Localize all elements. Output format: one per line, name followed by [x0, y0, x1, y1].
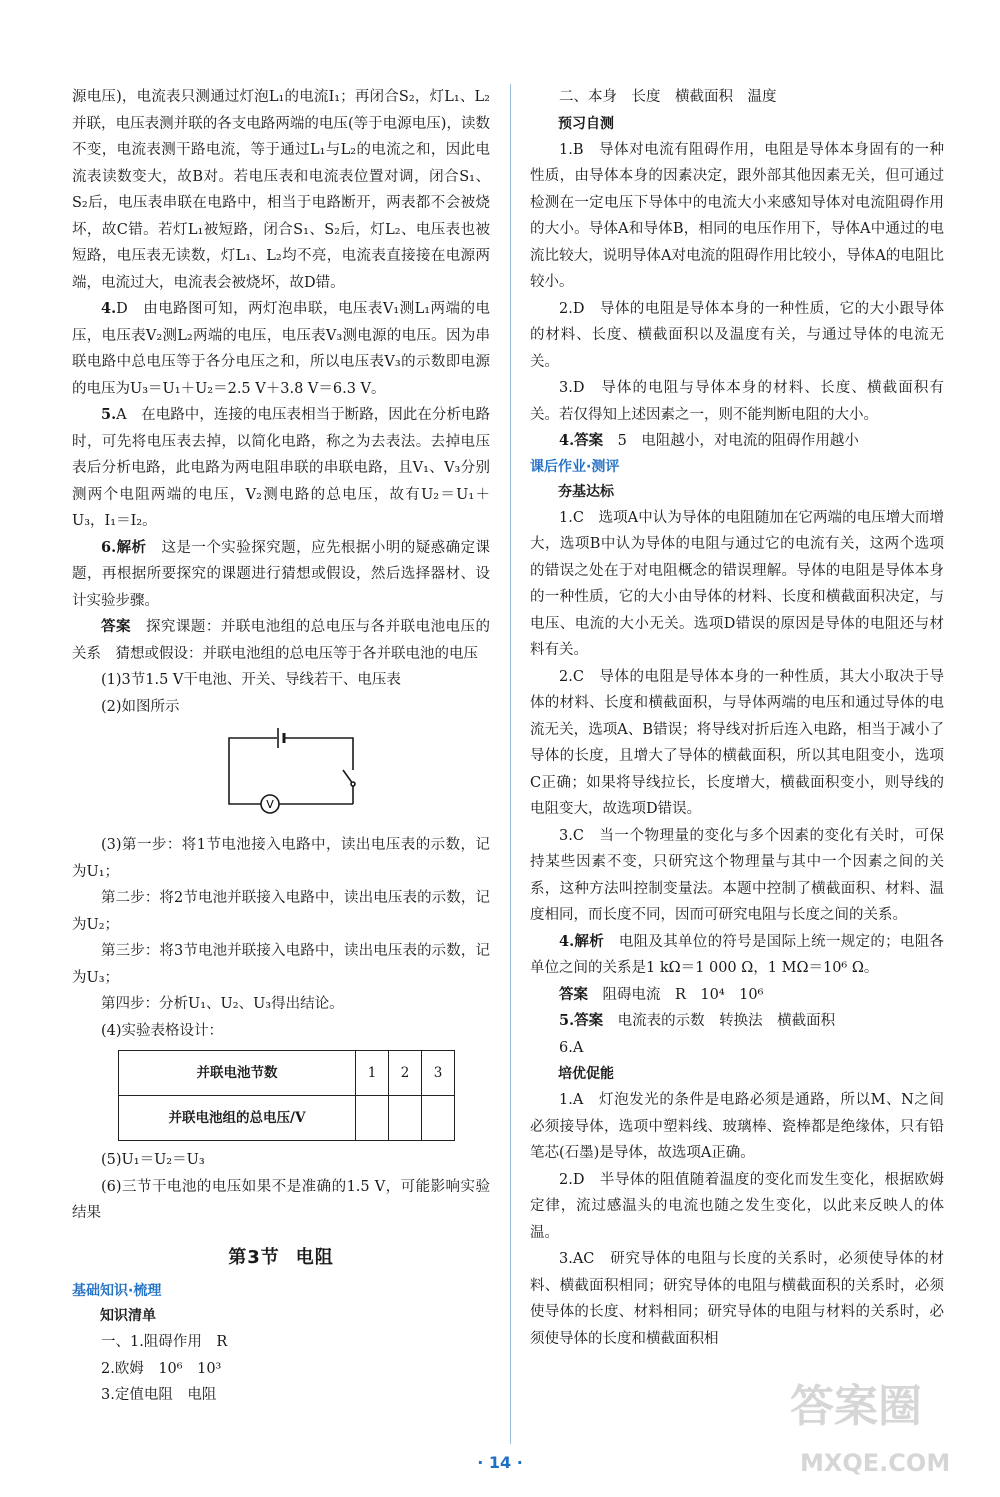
section-title: [72, 1245, 490, 1272]
page-number: · 14 ·: [477, 1453, 523, 1472]
homework-4-answer: [530, 982, 944, 1009]
switch-contact: [351, 782, 355, 786]
circuit-wire-left: [229, 738, 277, 804]
column-divider: [510, 84, 511, 1444]
answer-4-text: D 由电路图可知，两灯泡串联，电压表V₁测L₁两端的电压，电压表V₂测L₂两端的电压，电压表V₃测电源的电压。因为串联电路中总电压等于各分电压之和，所以电压表V₃的示数即电源的电压为U₃＝U₁＋U₂＝2.5 V＋3.8 V＝6.3 V。: [72, 301, 490, 397]
paragraph-continued: 源电压)，电流表只测通过灯泡L₁的电流I₁；再闭合S₂，灯L₁、L₂并联，电压表测并联的各支电路两端的电压(等于电源电压)，读数不变，电流表测干路电流，等于通过L₁与L₂的电流之和，因此电流表读数变大，故B对。若电压表和电流表位置对调，闭合S₁、S₂后，电压表串联在电路中，相当于电路断开，两表都不会被烧坏，故C错。若灯L₁被短路，闭合S₁、S₂后，灯L₂、电压表也被短路，电压表无读数，灯L₁、L₂均不亮，电流表直接接在电源两端，电流过大，电流表会被烧坏，故D错。: [72, 89, 490, 291]
answer-6-text: 这是一个实验探究题，应先根据小明的疑惑确定课题，再根据所要探究的课题进行猜想或假设，然后选择器材、设计实验步骤。: [72, 539, 491, 609]
knowledge-list-heading: 知识清单: [100, 1308, 156, 1324]
homework-4-answer-text: 阻碍电流 R 10⁴ 10⁶: [602, 986, 764, 1003]
step-5: (5)U₁＝U₂＝U₃: [101, 1152, 205, 1168]
table-header-total-voltage: 并联电池组的总电压/V: [119, 1096, 356, 1141]
table-header-battery-count: 并联电池节数: [119, 1051, 356, 1096]
section-title-name: 电阻: [295, 1246, 334, 1268]
homework-4-head: 4.解析: [559, 932, 605, 950]
preview-3: 3.D 导体的电阻与导体本身的材料、长度、横截面积有关。若仅得知上述因素之一，则不能判断电阻的大小。: [530, 380, 944, 423]
step-3b: 第二步：将2节电池并联接入电路中，读出电压表的示数，记为U₂；: [72, 890, 490, 933]
circuit-diagram: [227, 726, 357, 822]
step-3d: 第四步：分析U₁、U₂、U₃得出结论。: [101, 996, 344, 1012]
homework-2: 2.C 导体的电阻是导体本身的一种性质，其大小取决于导体的材料、长度和横截面积，与导体两端的电压和通过导体的电流无关，选项A、B错误；将导线对折后连入电路，相当于减小了导体的长度，且增大了导体的横截面积，所以其电阻变小，选项C正确；如果将导线拉长，长度增大，横截面积变小，则导线的电阻变大，故选项D错误。: [530, 668, 944, 817]
watermark-logo: 答案圈: [790, 1381, 922, 1432]
voltmeter-label: V: [266, 798, 274, 811]
answer-4: [72, 296, 490, 402]
table-cell: [389, 1096, 422, 1141]
answer-5: [72, 402, 490, 535]
homework-heading: 课后作业·测评: [530, 458, 620, 475]
homework-6: 6.A: [559, 1039, 584, 1056]
watermark-url: MXQE.COM: [800, 1449, 951, 1477]
answer-6-answer-text: 探究课题：并联电池组的总电压与各并联电池电压的关系 猜想或假设：并联电池组的总电压等于各并联电池的电压: [72, 619, 491, 662]
homework-4: [530, 929, 944, 982]
knowledge-3: 3.定值电阻 电阻: [101, 1387, 217, 1403]
homework-5-text: 电流表的示数 转换法 横截面积: [617, 1013, 836, 1029]
improve-heading: 培优促能: [558, 1066, 614, 1082]
base-heading: 夯基达标: [558, 483, 614, 500]
improve-2: 2.D 半导体的阻值随着温度的变化而发生变化，根据欧姆定律，流过感温头的电流也随之发生变化，以此来反映人的体温。: [530, 1171, 944, 1241]
answer-4-num: 4.: [101, 300, 117, 317]
table-col-1: 1: [356, 1051, 389, 1096]
preview-2: 2.D 导体的电阻是导体本身的一种性质，它的大小跟导体的材料、长度、横截面积以及温度有关，与通过导体的电流无关。: [530, 300, 944, 370]
homework-3: 3.C 当一个物理量的变化与多个因素的变化有关时，可保持某些因素不变，只研究这个物理量与其中一个因素之间的关系，这种方法叫控制变量法。本题中控制了横截面积、材料、温度相同，而长度不同，因而可研究电阻与长度之间的关系。: [530, 827, 944, 923]
homework-1: 1.C 选项A中认为导体的电阻随加在它两端的电压增大而增大，选项B中认为导体的电阻与通过它的电流有关，这两个选项的错误之处在于对电阻概念的错误理解。导体的电阻是导体本身的一种性质，它的大小由导体的材料、长度和横截面积决定，与电压、电流的大小无关。选项D错误的原因是导体的电阻还与材料有关。: [530, 509, 944, 658]
preview-heading: 预习自测: [558, 115, 614, 132]
homework-5-head: 5.答案: [559, 1012, 604, 1029]
answer-label: 答案: [559, 985, 588, 1003]
improve-3: 3.AC 研究导体的电阻与长度的关系时，必须使导体的材料、横截面积相同；研究导体的电阻与横截面积的关系时，必须使导体的长度、材料相同；研究导体的电阻与材料的关系时，必须使导体的长度和横截面积相: [530, 1251, 944, 1347]
step-3c: 第三步：将3节电池并联接入电路中，读出电压表的示数，记为U₃；: [72, 943, 490, 986]
answer-6: [72, 535, 490, 615]
knowledge-2: 2.欧姆 10⁶ 10³: [101, 1360, 222, 1377]
table-cell: [422, 1096, 455, 1141]
circuit-wire-right: [285, 738, 353, 770]
table-cell: [356, 1096, 389, 1141]
improve-1: 1.A 灯泡发光的条件是电路必须是通路，所以M、N之间必须接导体，选项中塑料线、玻璃棒、瓷棒都是绝缘体，只有铅笔芯(石墨)是导体，故选项A正确。: [530, 1092, 944, 1161]
preview-4-head: 4.答案: [559, 432, 604, 449]
basic-knowledge-heading: 基础知识·梳理: [72, 1283, 162, 1299]
preview-1: 1.B 导体对电流有阻碍作用，电阻是导体本身固有的一种性质，由导体本身的因素决定，跟外部其他因素无关，但可通过检测在一定电压下导体中的电流大小来感知导体对电流阻碍作用的大小。导体A和导体B，相同的电压作用下，导体A中通过的电流比较大，说明导体A对电流的阻碍作用比较小，导体A的电阻比较小。: [530, 141, 944, 290]
right-column: [530, 84, 944, 1352]
table-row: [119, 1051, 455, 1096]
answer-6-answer: [72, 614, 490, 667]
experiment-table: [118, 1050, 455, 1141]
answer-label: 答案: [101, 618, 131, 635]
preview-4: [530, 428, 944, 455]
homework-5: [530, 1008, 944, 1035]
knowledge-1: 一、1.阻碍作用 R: [101, 1334, 228, 1350]
homework-4-text: 电阻及其单位的符号是国际上统一规定的；电阻各单位之间的关系是1 kΩ＝1 000 Ω，1 MΩ＝10⁶ Ω。: [530, 933, 945, 976]
table-row: [119, 1096, 455, 1141]
preview-4-text: 5 电阻越小，对电流的阻碍作用越小: [617, 433, 859, 449]
knowledge-4: 二、本身 长度 横截面积 温度: [559, 89, 777, 105]
step-4: (4)实验表格设计：: [101, 1022, 224, 1039]
answer-6-head: 6.解析: [101, 538, 147, 556]
answer-5-text: A 在电路中，连接的电压表相当于断路，因此在分析电路时，可先将电压表去掉，以简化电路，称之为去表法。去掉电压表后分析电路，此电路为两电阻串联的串联电路，且V₁、V₃分别测两个电阻两端的电压，V₂测电路的总电压，故有U₂＝U₁＋U₃，I₁＝I₂。: [72, 407, 490, 529]
step-3a: (3)第一步：将1节电池接入电路中，读出电压表的示数，记为U₁；: [72, 837, 490, 880]
left-column: [72, 84, 490, 1409]
table-col-3: 3: [422, 1051, 455, 1096]
step-6: (6)三节干电池的电压如果不是准确的1.5 V，可能影响实验结果: [72, 1178, 490, 1221]
answer-5-num: 5.: [101, 406, 117, 423]
step-2: (2)如图所示: [101, 698, 180, 715]
section-title-num: 第3节: [228, 1246, 280, 1268]
table-col-2: 2: [389, 1051, 422, 1096]
step-1: (1)3节1.5 V干电池、开关、导线若干、电压表: [101, 672, 401, 688]
